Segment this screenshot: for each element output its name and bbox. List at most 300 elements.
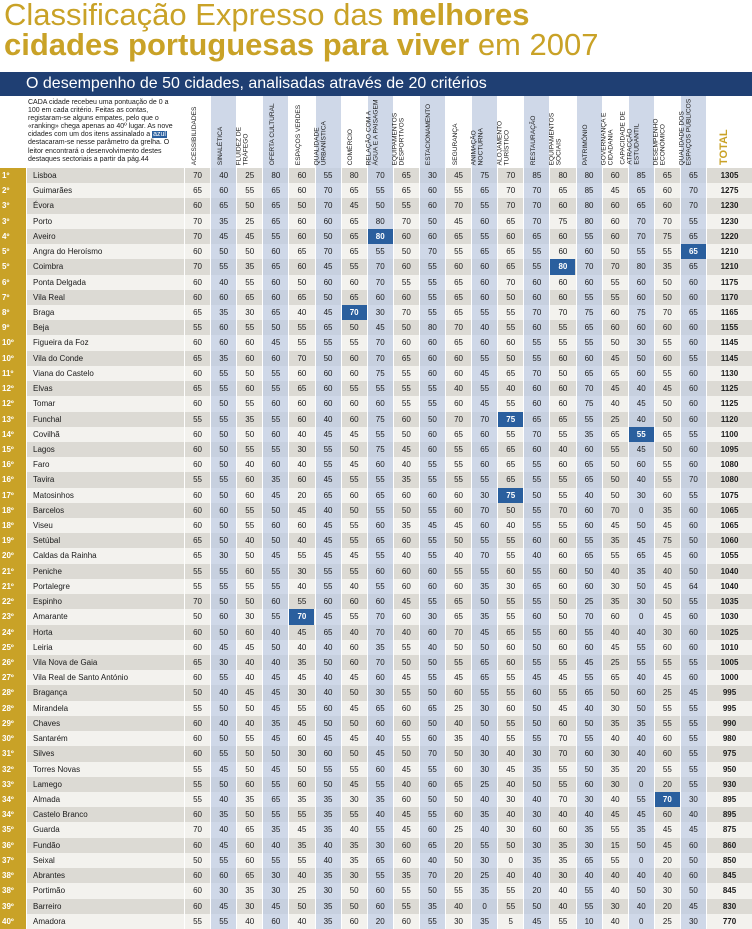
score-cell: 35 — [393, 518, 419, 533]
score-cell: 60 — [367, 883, 393, 898]
score-cell: 40 — [654, 868, 680, 883]
score-cell: 65 — [471, 183, 497, 198]
score-cell: 55 — [471, 305, 497, 320]
score-cell: 60 — [236, 488, 262, 503]
score-cell: 0 — [497, 853, 523, 868]
score-cell: 60 — [680, 335, 706, 350]
score-cell: 55 — [654, 244, 680, 259]
score-cell: 50 — [341, 716, 367, 731]
score-cell: 55 — [184, 701, 210, 716]
score-cell: 40 — [602, 396, 628, 411]
score-cell: 60 — [367, 518, 393, 533]
score-cell: 60 — [210, 290, 236, 305]
score-cell: 45 — [341, 457, 367, 472]
score-cell: 30 — [628, 335, 654, 350]
score-cell: 55 — [497, 320, 523, 335]
score-cell: 25 — [288, 883, 314, 898]
score-cell: 25 — [602, 655, 628, 670]
city-cell: Almada — [26, 792, 184, 807]
score-cell: 65 — [471, 670, 497, 685]
score-cell: 30 — [602, 746, 628, 761]
score-cell: 75 — [497, 412, 523, 427]
rank-cell: 9º — [0, 320, 26, 335]
score-cell: 45 — [393, 762, 419, 777]
score-cell: 70 — [315, 198, 341, 213]
score-cell: 65 — [184, 533, 210, 548]
score-cell: 60 — [628, 685, 654, 700]
score-cell: 50 — [628, 838, 654, 853]
score-cell: 60 — [262, 518, 288, 533]
score-cell: 45 — [288, 670, 314, 685]
score-cell: 40 — [497, 381, 523, 396]
table-row — [0, 381, 752, 396]
rank-cell: 5º — [0, 259, 26, 274]
score-cell: 55 — [315, 168, 341, 183]
score-cell: 80 — [576, 168, 602, 183]
table-row — [0, 899, 752, 914]
total-cell: 930 — [706, 777, 752, 792]
score-cell: 60 — [288, 168, 314, 183]
score-cell: 60 — [184, 716, 210, 731]
score-cell: 50 — [497, 351, 523, 366]
score-cell: 50 — [523, 640, 549, 655]
score-cell: 70 — [549, 792, 575, 807]
page-title — [4, 0, 752, 68]
score-cell: 50 — [471, 640, 497, 655]
score-cell: 50 — [210, 731, 236, 746]
score-cell: 45 — [341, 731, 367, 746]
score-cell: 60 — [419, 579, 445, 594]
city-cell: Portimão — [26, 883, 184, 898]
score-cell: 60 — [262, 351, 288, 366]
score-cell: 40 — [549, 899, 575, 914]
score-cell: 50 — [419, 685, 445, 700]
score-cell: 60 — [288, 396, 314, 411]
score-cell: 40 — [288, 533, 314, 548]
score-cell: 60 — [497, 564, 523, 579]
score-cell: 40 — [288, 868, 314, 883]
score-cell: 55 — [680, 594, 706, 609]
score-cell: 45 — [445, 214, 471, 229]
total-cell: 975 — [706, 746, 752, 761]
score-cell: 55 — [654, 366, 680, 381]
score-cell: 60 — [654, 731, 680, 746]
score-cell: 35 — [602, 594, 628, 609]
score-cell: 30 — [419, 168, 445, 183]
score-cell: 80 — [628, 259, 654, 274]
score-cell: 65 — [236, 822, 262, 837]
score-cell: 30 — [445, 914, 471, 929]
score-cell: 30 — [367, 305, 393, 320]
score-cell: 80 — [262, 168, 288, 183]
score-cell: 55 — [210, 564, 236, 579]
score-cell: 45 — [602, 183, 628, 198]
rank-cell: 20º — [0, 548, 26, 563]
score-cell: 60 — [210, 335, 236, 350]
city-cell: Amarante — [26, 609, 184, 624]
score-cell: 60 — [184, 838, 210, 853]
score-cell: 60 — [445, 488, 471, 503]
score-cell: 60 — [680, 868, 706, 883]
score-cell: 65 — [497, 214, 523, 229]
ranking-table — [0, 168, 752, 929]
table-row — [0, 640, 752, 655]
score-cell: 55 — [549, 777, 575, 792]
table-row — [0, 518, 752, 533]
score-cell: 55 — [341, 259, 367, 274]
score-cell: 0 — [628, 609, 654, 624]
score-cell: 70 — [445, 625, 471, 640]
score-cell: 60 — [549, 229, 575, 244]
score-cell: 55 — [497, 670, 523, 685]
score-cell: 30 — [497, 822, 523, 837]
score-cell: 45 — [210, 229, 236, 244]
column-header — [654, 96, 680, 168]
column-header — [367, 96, 393, 168]
score-cell: 60 — [315, 275, 341, 290]
total-cell: 995 — [706, 685, 752, 700]
total-cell: 1120 — [706, 412, 752, 427]
total-cell: 1220 — [706, 229, 752, 244]
score-cell: 70 — [549, 503, 575, 518]
score-cell: 60 — [315, 396, 341, 411]
total-cell: 1075 — [706, 488, 752, 503]
score-cell: 50 — [654, 396, 680, 411]
score-cell: 60 — [654, 183, 680, 198]
score-cell: 40 — [523, 792, 549, 807]
score-cell: 35 — [523, 762, 549, 777]
score-cell: 50 — [523, 701, 549, 716]
score-cell: 55 — [419, 762, 445, 777]
score-cell: 55 — [393, 275, 419, 290]
score-cell: 60 — [367, 716, 393, 731]
score-cell: 60 — [288, 472, 314, 487]
score-cell: 70 — [523, 183, 549, 198]
rank-cell: 26º — [0, 655, 26, 670]
score-cell: 55 — [262, 807, 288, 822]
rank-cell: 21º — [0, 579, 26, 594]
score-cell: 60 — [419, 488, 445, 503]
score-cell: 55 — [419, 807, 445, 822]
score-cell: 60 — [393, 412, 419, 427]
score-cell: 80 — [367, 214, 393, 229]
city-cell: Braga — [26, 305, 184, 320]
score-cell: 55 — [523, 564, 549, 579]
score-cell: 45 — [341, 427, 367, 442]
score-cell: 25 — [236, 168, 262, 183]
city-cell: Caldas da Rainha — [26, 548, 184, 563]
score-cell: 55 — [549, 914, 575, 929]
score-cell: 35 — [602, 762, 628, 777]
score-cell: 70 — [367, 259, 393, 274]
score-cell: 35 — [315, 807, 341, 822]
score-cell: 45 — [315, 548, 341, 563]
score-cell: 55 — [236, 731, 262, 746]
score-cell: 50 — [471, 594, 497, 609]
score-cell: 30 — [315, 883, 341, 898]
score-cell: 60 — [315, 366, 341, 381]
score-cell: 55 — [236, 396, 262, 411]
score-cell: 30 — [288, 564, 314, 579]
score-cell: 60 — [497, 640, 523, 655]
score-cell: 60 — [576, 579, 602, 594]
score-cell: 60 — [393, 838, 419, 853]
score-cell: 40 — [445, 899, 471, 914]
table-row — [0, 716, 752, 731]
rank-cell: 37º — [0, 853, 26, 868]
column-header-label: SEGURANÇA — [451, 123, 459, 165]
score-cell: 50 — [341, 320, 367, 335]
score-cell: 55 — [288, 701, 314, 716]
score-cell: 50 — [367, 198, 393, 213]
score-cell: 65 — [654, 427, 680, 442]
score-cell: 60 — [680, 503, 706, 518]
column-header-label: RELAÇÃO COM A ÁGUA E A PAISAGEM — [365, 99, 381, 165]
score-cell: 55 — [262, 777, 288, 792]
score-cell: 45 — [262, 731, 288, 746]
score-cell: 65 — [523, 579, 549, 594]
rank-cell: 22º — [0, 594, 26, 609]
score-cell: 40 — [262, 655, 288, 670]
score-cell: 60 — [262, 914, 288, 929]
table-row — [0, 335, 752, 350]
score-cell: 60 — [654, 488, 680, 503]
score-cell: 60 — [393, 533, 419, 548]
score-cell: 55 — [602, 548, 628, 563]
score-cell: 55 — [419, 503, 445, 518]
score-cell: 60 — [680, 670, 706, 685]
score-cell: 65 — [445, 290, 471, 305]
score-cell: 50 — [236, 807, 262, 822]
score-cell: 55 — [445, 457, 471, 472]
score-cell: 50 — [315, 716, 341, 731]
score-cell: 75 — [471, 168, 497, 183]
rank-cell: 38º — [0, 868, 26, 883]
score-cell: 60 — [184, 625, 210, 640]
total-cell: 770 — [706, 914, 752, 929]
score-cell: 55 — [445, 883, 471, 898]
score-cell: 45 — [315, 533, 341, 548]
table-row — [0, 914, 752, 929]
score-cell: 55 — [210, 472, 236, 487]
score-cell: 30 — [262, 883, 288, 898]
score-cell: 50 — [315, 229, 341, 244]
score-cell: 30 — [576, 792, 602, 807]
score-cell: 40 — [471, 731, 497, 746]
score-cell: 55 — [419, 305, 445, 320]
score-cell: 60 — [315, 381, 341, 396]
score-cell: 60 — [393, 792, 419, 807]
column-header-label: ESTACIONAMENTO — [425, 103, 433, 165]
score-cell: 60 — [523, 609, 549, 624]
score-cell: 65 — [445, 594, 471, 609]
total-cell: 860 — [706, 838, 752, 853]
score-cell: 65 — [602, 366, 628, 381]
score-cell: 60 — [184, 899, 210, 914]
score-cell: 60 — [680, 442, 706, 457]
score-cell: 55 — [262, 366, 288, 381]
table-row — [0, 351, 752, 366]
score-cell: 55 — [367, 183, 393, 198]
city-cell: Fundão — [26, 838, 184, 853]
score-cell: 55 — [367, 822, 393, 837]
score-cell: 40 — [628, 746, 654, 761]
score-cell: 60 — [576, 640, 602, 655]
score-cell: 55 — [497, 899, 523, 914]
score-cell: 55 — [367, 472, 393, 487]
total-cell: 1080 — [706, 457, 752, 472]
score-cell: 75 — [576, 396, 602, 411]
score-cell: 70 — [288, 351, 314, 366]
score-cell: 65 — [576, 685, 602, 700]
score-cell: 60 — [471, 290, 497, 305]
rank-cell: 18º — [0, 518, 26, 533]
score-cell: 40 — [419, 640, 445, 655]
score-cell: 55 — [523, 472, 549, 487]
score-cell: 40 — [341, 625, 367, 640]
score-cell: 50 — [184, 685, 210, 700]
score-cell: 55 — [288, 807, 314, 822]
score-cell: 60 — [184, 746, 210, 761]
score-cell: 45 — [367, 746, 393, 761]
score-cell: 60 — [549, 822, 575, 837]
score-cell: 80 — [549, 259, 575, 274]
score-cell: 60 — [341, 914, 367, 929]
score-cell: 45 — [341, 198, 367, 213]
score-cell: 35 — [210, 351, 236, 366]
score-cell: 55 — [654, 472, 680, 487]
score-cell: 60 — [445, 503, 471, 518]
city-cell: Covilhã — [26, 427, 184, 442]
score-cell: 60 — [680, 518, 706, 533]
score-cell: 65 — [497, 457, 523, 472]
score-cell: 45 — [602, 640, 628, 655]
column-header-label: SINALÉTICA — [216, 126, 224, 165]
score-cell: 85 — [523, 168, 549, 183]
score-cell: 60 — [602, 168, 628, 183]
score-cell: 45 — [341, 548, 367, 563]
score-cell: 60 — [262, 244, 288, 259]
score-cell: 30 — [236, 609, 262, 624]
score-cell: 45 — [602, 807, 628, 822]
score-cell: 75 — [497, 488, 523, 503]
rank-cell: 24º — [0, 625, 26, 640]
score-cell: 70 — [497, 275, 523, 290]
score-cell: 50 — [393, 655, 419, 670]
score-cell: 45 — [654, 548, 680, 563]
score-cell: 35 — [628, 716, 654, 731]
score-cell: 40 — [628, 670, 654, 685]
table-row — [0, 412, 752, 427]
score-cell: 50 — [654, 275, 680, 290]
score-cell: 65 — [445, 305, 471, 320]
score-cell: 30 — [628, 488, 654, 503]
score-cell: 25 — [654, 914, 680, 929]
total-cell: 1145 — [706, 351, 752, 366]
score-cell: 40 — [628, 381, 654, 396]
score-cell: 55 — [315, 457, 341, 472]
score-cell: 35 — [236, 412, 262, 427]
score-cell: 60 — [576, 746, 602, 761]
score-cell: 35 — [393, 868, 419, 883]
score-cell: 60 — [315, 746, 341, 761]
table-row — [0, 838, 752, 853]
city-cell: Lagos — [26, 442, 184, 457]
score-cell: 60 — [680, 640, 706, 655]
score-cell: 40 — [210, 792, 236, 807]
score-cell: 55 — [236, 503, 262, 518]
score-cell: 60 — [262, 290, 288, 305]
score-cell: 40 — [315, 853, 341, 868]
score-cell: 85 — [628, 168, 654, 183]
score-cell: 55 — [184, 472, 210, 487]
score-cell: 40 — [576, 488, 602, 503]
score-cell: 0 — [471, 899, 497, 914]
score-cell: 35 — [315, 822, 341, 837]
score-cell: 40 — [628, 412, 654, 427]
score-cell: 60 — [419, 731, 445, 746]
score-cell: 55 — [576, 533, 602, 548]
score-cell: 70 — [367, 168, 393, 183]
score-cell: 65 — [445, 427, 471, 442]
score-cell: 40 — [367, 807, 393, 822]
score-cell: 40 — [602, 883, 628, 898]
score-cell: 65 — [341, 214, 367, 229]
score-cell: 65 — [184, 548, 210, 563]
score-cell: 55 — [523, 594, 549, 609]
score-cell: 40 — [236, 670, 262, 685]
score-cell: 50 — [210, 488, 236, 503]
city-cell: Tomar — [26, 396, 184, 411]
score-cell: 65 — [680, 244, 706, 259]
score-cell: 60 — [549, 579, 575, 594]
score-cell: 40 — [419, 853, 445, 868]
score-cell: 70 — [184, 229, 210, 244]
score-cell: 70 — [315, 244, 341, 259]
score-cell: 70 — [602, 503, 628, 518]
score-cell: 45 — [628, 396, 654, 411]
score-cell: 55 — [497, 609, 523, 624]
table-row — [0, 275, 752, 290]
score-cell: 75 — [367, 412, 393, 427]
title-line-1: Classificação Expresso das melhores — [4, 0, 530, 32]
score-cell: 50 — [419, 792, 445, 807]
score-cell: 60 — [367, 899, 393, 914]
score-cell: 50 — [393, 427, 419, 442]
score-cell: 40 — [602, 914, 628, 929]
score-cell: 70 — [184, 168, 210, 183]
score-cell: 70 — [445, 412, 471, 427]
score-cell: 60 — [445, 807, 471, 822]
score-cell: 50 — [602, 488, 628, 503]
score-cell: 55 — [262, 442, 288, 457]
total-cell: 1100 — [706, 427, 752, 442]
score-cell: 60 — [680, 275, 706, 290]
score-cell: 55 — [367, 503, 393, 518]
score-cell: 50 — [523, 488, 549, 503]
score-cell: 40 — [576, 868, 602, 883]
city-cell: Santarém — [26, 731, 184, 746]
rank-cell: 2º — [0, 183, 26, 198]
score-cell: 40 — [288, 305, 314, 320]
score-cell: 50 — [419, 412, 445, 427]
score-cell: 40 — [471, 822, 497, 837]
score-cell: 60 — [471, 259, 497, 274]
score-cell: 55 — [210, 381, 236, 396]
score-cell: 65 — [288, 290, 314, 305]
score-cell: 50 — [628, 351, 654, 366]
column-header-label: COMÉRCIO — [346, 128, 354, 165]
